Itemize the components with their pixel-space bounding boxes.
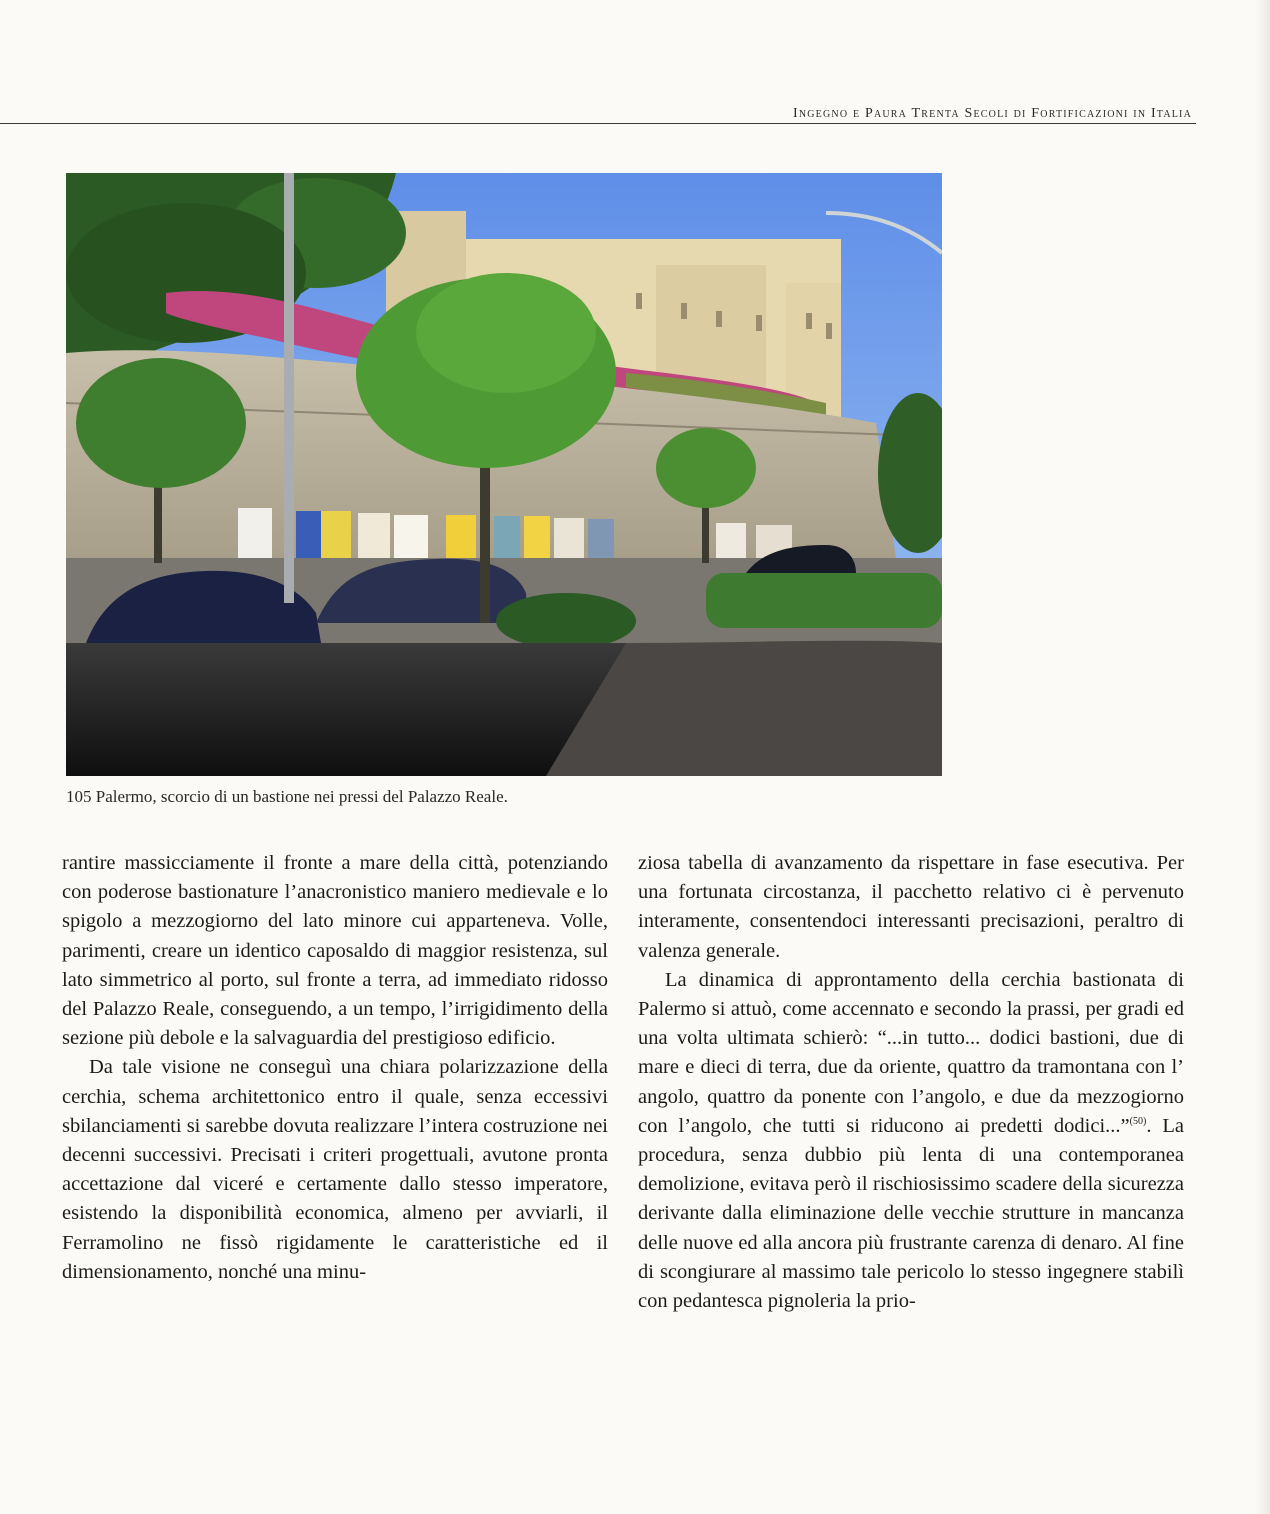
figure-caption: 105 Palermo, scorcio di un bastione nei pressi del Palazzo Reale. xyxy=(66,787,508,806)
header-rule xyxy=(0,123,1196,124)
paragraph: rantire massicciamente il fronte a mare della città, potenziando con poderose bastionature l’anacronistico maniero medievale e lo spigolo a mezzogiorno del lato minore cui apparteneva. Volle, parimenti, creare un identico caposaldo di maggior resistenza, sul lato simmetrico al porto, sul fronte a terra, ad immediato ridosso del Palazzo Reale, conseguendo, a un tempo, l’irrigidimento della sezione più debole e la salvaguardia del prestigioso edificio. xyxy=(62,852,608,1050)
paragraph: ziosa tabella di avanzamento da rispettare in fase esecutiva. Per una fortunata circostanza, il pacchetto relativo ci è pervenuto interamente, consentendoci interessanti precisazioni, peraltro di valenza generale. xyxy=(638,852,1184,962)
paragraph-text: . La procedura, senza dubbio più lenta di una contemporanea demolizione, evitava però il rischiosissimo scadere della sicurezza derivante dalla eliminazione delle vecchie strutture in mancanza delle nuove ed alla ancora più frustrante carenza di denaro. Al fine di scongiurare al massimo tale pericolo lo stesso ingegnere stabilì con pedantesca pignoleria la prio- xyxy=(638,1114,1185,1313)
footnote-reference: (50) xyxy=(1129,1116,1147,1127)
paragraph-text: La dinamica di approntamento della cerchia bastionata di Palermo si attuò, come accennato e secondo la prassi, per gradi ed una volta ultimata schierò: “...in tutto... dodici bastioni, due di mare e dieci di terra, due da oriente, quattro da tramontana con l’ angolo, quattro da ponente con l’angolo, e due da mezzogiorno con l’angolo, che tutti si riducono ai predetti dodici...” xyxy=(638,968,1184,1137)
running-header: Ingegno e Paura Trenta Secoli di Fortificazioni in Italia xyxy=(792,106,1192,121)
page-edge-shadow xyxy=(1256,0,1270,1514)
paragraph xyxy=(638,966,1184,1316)
figure-photo xyxy=(66,173,942,776)
paragraph: Da tale visione ne conseguì una chiara polarizzazione della cerchia, schema architettonico entro il quale, senza eccessivi sbilanciamenti si sarebbe dovuta realizzare l’intera costruzione nei decenni successivi. Precisati i criteri progettuali, avutone pronta accettazione dal viceré e certamente dallo stesso imperatore, esistendo la disponibilità economica, almeno per avviarli, il Ferramolino ne fissò rigidamente le caratteristiche ed il dimensionamento, nonché una minu- xyxy=(62,1056,608,1283)
text-column-right xyxy=(638,849,1184,1316)
text-column-left xyxy=(62,849,608,1287)
